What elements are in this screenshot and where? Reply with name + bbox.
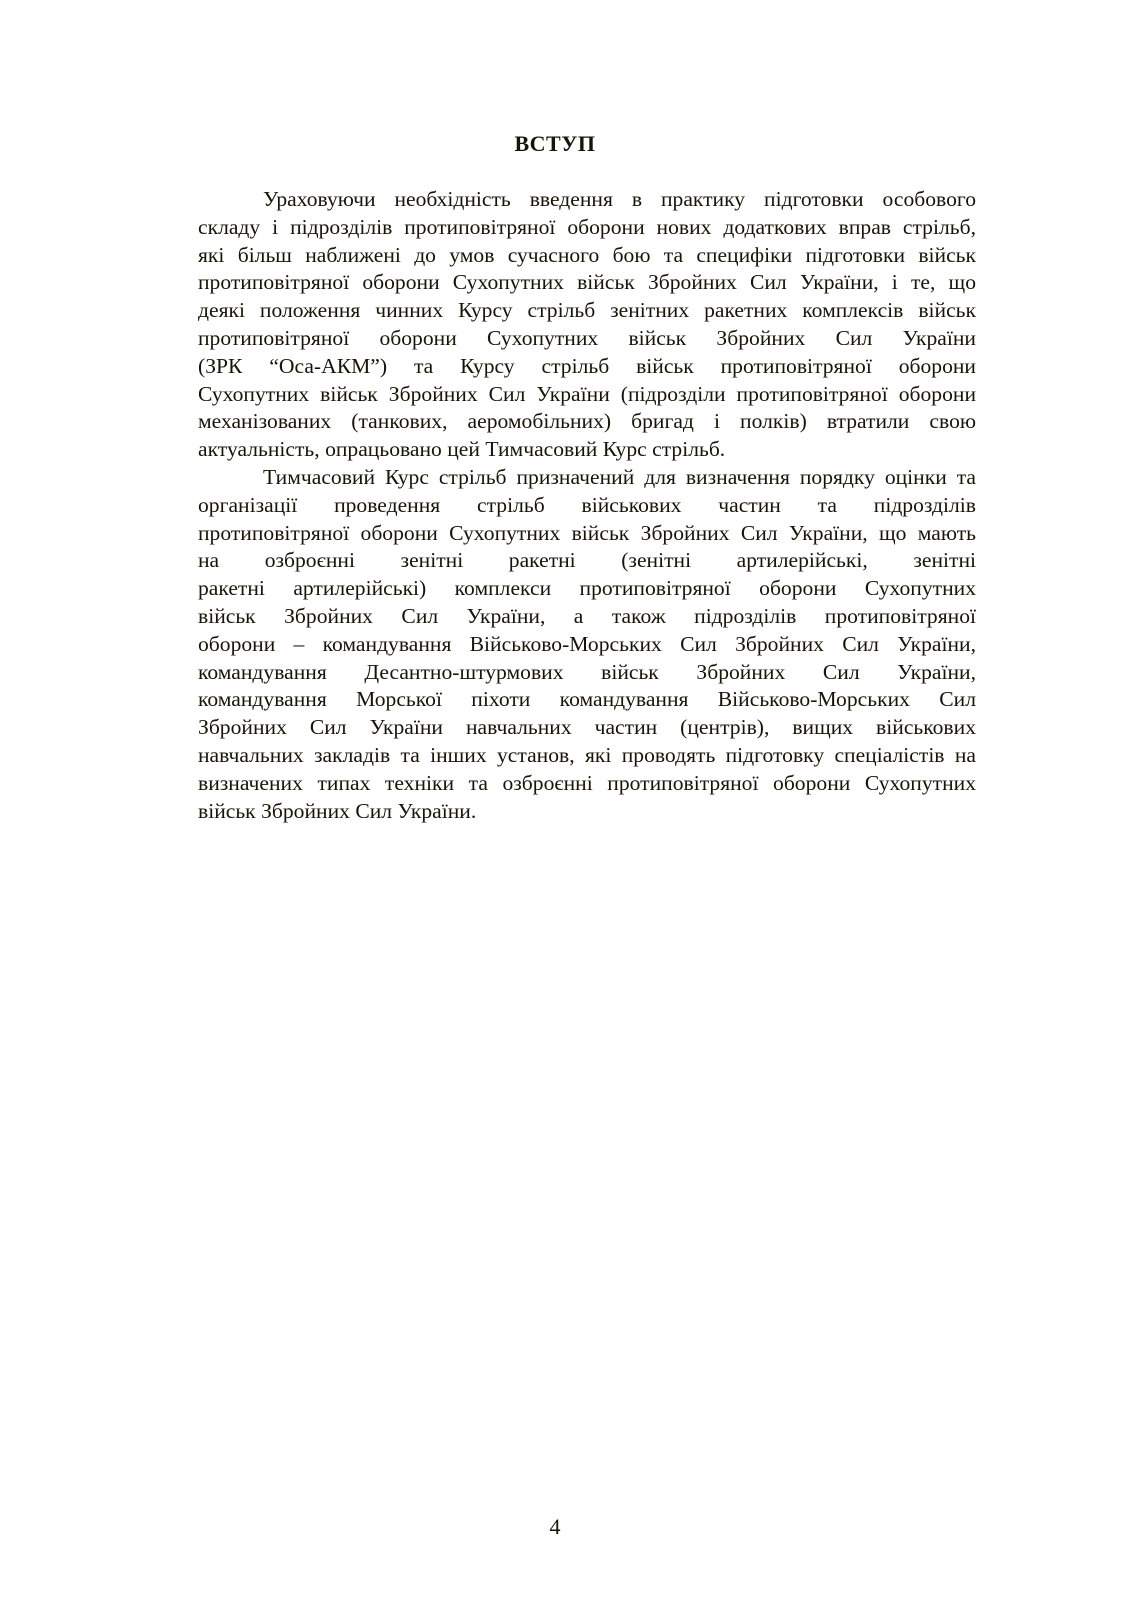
text-line: Ураховуючи необхідність введення в практику підготовки особового	[263, 187, 976, 211]
text-line: військ Збройних Сил України.	[198, 798, 477, 823]
text-line: актуальність, опрацьовано цей Тимчасовий Курс стрільб.	[198, 437, 726, 462]
text-line: протиповітряної оборони Сухопутних військ Збройних Сил України	[198, 325, 976, 350]
text-line: протиповітряної оборони Сухопутних військ Збройних Сил України, що мають	[198, 520, 976, 545]
text-line: деякі положення чинних Курсу стрільб зенітних ракетних комплексів військ	[198, 298, 976, 323]
text-line: командування Десантно-штурмових військ Збройних Сил України,	[198, 659, 976, 684]
text-line: (ЗРК “Оса-АКМ”) та Курсу стрільб військ протиповітряної оборони	[198, 353, 976, 378]
body-text	[133, 186, 976, 825]
text-line: оборони – командування Військово-Морських Сил Збройних Сил України,	[198, 631, 976, 656]
text-line: Тимчасовий Курс стрільб призначений для визначення порядку оцінки та	[263, 464, 976, 489]
text-line: організації проведення стрільб військових частин та підрозділів	[198, 492, 976, 517]
text-line: механізованих (танкових, аеромобільних) бригад і полків) втратили свою	[198, 409, 976, 434]
paragraph-1	[133, 186, 976, 464]
section-title: ВСТУП	[514, 131, 596, 156]
paragraph-2	[133, 464, 976, 825]
text-line: на озброєнні зенітні ракетні (зенітні артилерійські, зенітні	[198, 548, 976, 573]
text-line: навчальних закладів та інших установ, які проводять підготовку спеціалістів на	[198, 742, 976, 767]
text-line: які більш наближені до умов сучасного бою та специфіки підготовки військ	[198, 242, 976, 267]
text-line: визначених типах техніки та озброєнні протиповітряної оборони Сухопутних	[198, 770, 976, 795]
text-line: складу і підрозділів протиповітряної оборони нових додаткових вправ стрільб,	[198, 214, 976, 239]
text-line: військ Збройних Сил України, а також підрозділів протиповітряної	[198, 603, 976, 628]
text-line: протиповітряної оборони Сухопутних військ Збройних Сил України, і те, що	[198, 270, 976, 295]
text-line: командування Морської піхоти командування Військово-Морських Сил	[198, 687, 976, 712]
text-line: Збройних Сил України навчальних частин (центрів), вищих військових	[198, 715, 976, 740]
page-number: 4	[549, 1514, 561, 1539]
text-line: ракетні артилерійські) комплекси протиповітряної оборони Сухопутних	[198, 576, 976, 601]
text-line: Сухопутних військ Збройних Сил України (підрозділи протиповітряної оборони	[198, 381, 976, 406]
